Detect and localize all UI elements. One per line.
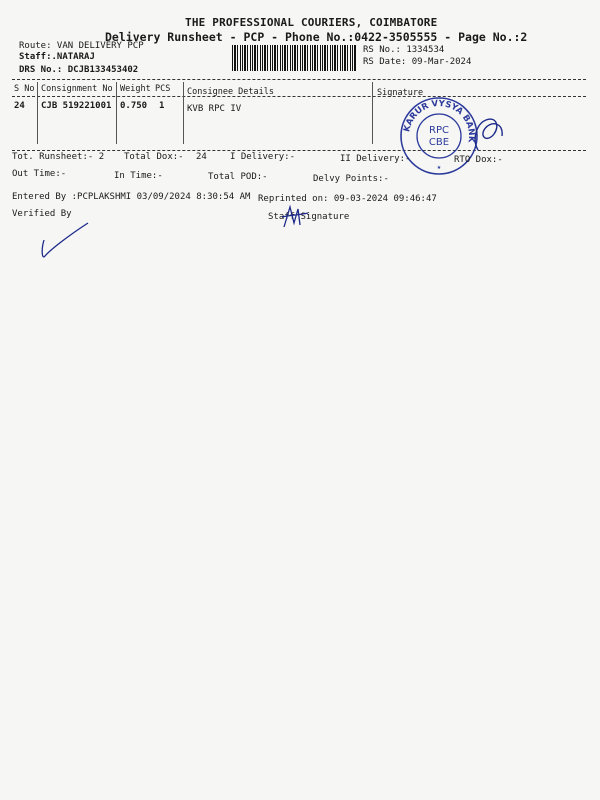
col-divider <box>116 82 117 144</box>
staff-label: Staff:.NATARAJ <box>19 52 95 62</box>
staff-signature-label: Staff Signature <box>268 212 350 222</box>
stamp-center-line1: RPC <box>429 125 449 136</box>
in-time: In Time:- <box>114 171 163 181</box>
route-label: Route: VAN DELIVERY PCP <box>19 41 144 51</box>
stamp-center-line2: CBE <box>428 137 450 148</box>
ii-delivery: II Delivery:- <box>340 154 411 164</box>
delvy-points: Delvy Points:- <box>313 174 389 184</box>
star-icon: ★ <box>436 163 442 171</box>
row-weight: 0.750 <box>120 101 148 111</box>
barcode <box>232 45 356 71</box>
header-sno: S No <box>14 84 35 94</box>
header-weight: Weight <box>120 84 151 94</box>
header-pcs: PCS <box>155 84 171 94</box>
total-pod: Total POD:- <box>208 172 268 182</box>
drs-number: DRS No.: DCJB133453402 <box>19 65 139 75</box>
company-title: THE PROFESSIONAL COURIERS, COIMBATORE <box>185 16 438 29</box>
total-dox-value: 24 <box>196 152 207 162</box>
runsheet-subtitle: Delivery Runsheet - PCP - Phone No.:0422-3505555 - Page No.:2 <box>105 30 528 44</box>
total-dox-label: Total Dox:- <box>124 152 184 162</box>
handwritten-mark-icon <box>470 112 510 157</box>
rs-date: RS Date: 09-Mar-2024 <box>363 57 472 67</box>
rs-number: RS No.: 1334534 <box>363 45 445 55</box>
row-pcs: 1 <box>159 101 165 111</box>
header-consignee: Consignee Details <box>187 87 274 97</box>
row-consignee: KVB RPC IV <box>187 104 242 114</box>
out-time: Out Time:- <box>12 169 67 179</box>
table-header-rule <box>12 96 586 97</box>
reprinted-on: Reprinted on: 09-03-2024 09:46:47 <box>258 194 437 204</box>
row-consignment: CJB 519221001 <box>41 101 112 111</box>
stamp-ring-text: KARUR VYSYA BANK <box>402 98 477 144</box>
rto-dox: RTO Dox:- <box>454 155 503 165</box>
verified-by: Verified By <box>12 209 72 219</box>
header-signature: Signature <box>377 88 424 98</box>
table-top-rule <box>12 79 586 80</box>
staff-signature-icon <box>280 203 310 231</box>
i-delivery: I Delivery:- <box>230 152 296 162</box>
col-divider <box>37 82 38 144</box>
header-consignment: Consignment No <box>41 84 113 94</box>
row-sno: 24 <box>14 101 25 111</box>
col-divider <box>183 82 184 144</box>
total-runsheet: Tot. Runsheet:- 2 <box>12 152 105 162</box>
entered-by: Entered By :PCPLAKSHMI 03/09/2024 8:30:54 AM <box>12 192 251 202</box>
col-divider <box>372 82 373 144</box>
verified-signature-icon <box>38 220 93 265</box>
